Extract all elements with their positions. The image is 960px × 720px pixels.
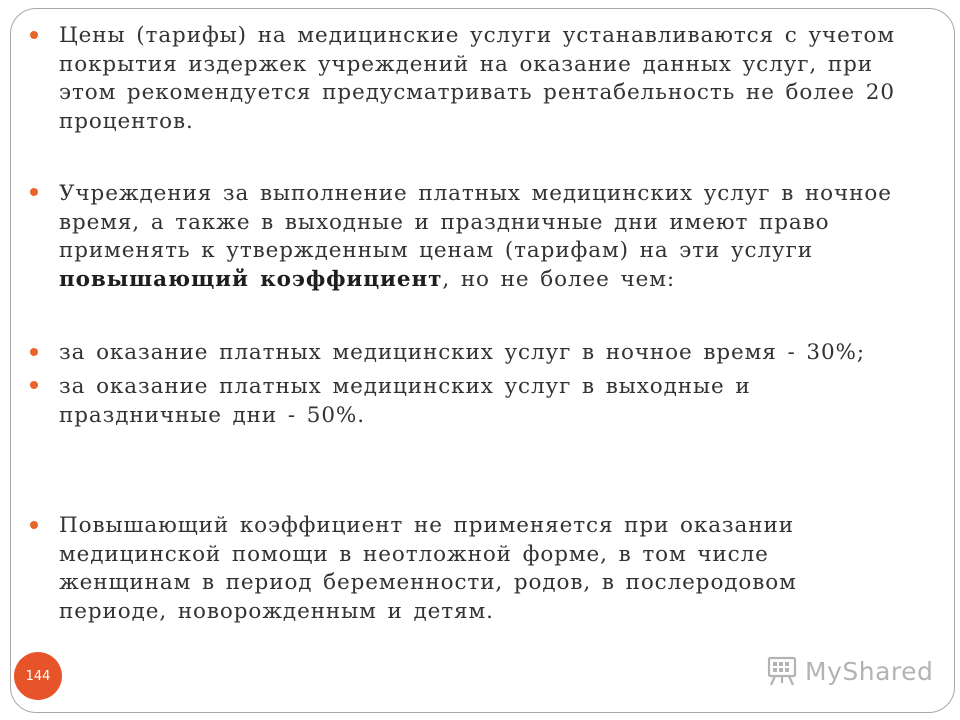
paragraph-night-rate: за оказание платных медицинских услуг в ночное время - 30%; [59,340,866,365]
watermark-text: MyShared [805,656,934,686]
paragraph-coefficient-text-before: Учреждения за выполнение платных медицинских услуг в ночное время, а также в выходные и праздничные дни имеют право применять к утвержденным ценам (тарифам) на эти услуги [59,181,892,263]
bullet-icon [30,521,38,529]
paragraph-coefficient-text-after: , но не более чем: [442,266,675,292]
watermark-logo [765,655,933,687]
paragraph-exemption: Повышающий коэффициент не применяется при оказании медицинской помощи в неотложной форме, в том числе женщинам в период беременности, родов, в послеродовом периоде, новорожденным и детям. [59,513,797,624]
bullet-icon [30,31,38,39]
bullet-icon [30,188,38,196]
paragraph-coefficient [59,180,899,294]
paragraph-pricing: Цены (тарифы) на медицинские услуги устанавливаются с учетом покрытия издержек учреждений на оказание данных услуг, при этом рекомендуется предусматривать рентабельность не более 20 процентов. [59,23,896,134]
bullet-icon [30,381,38,389]
page-number-badge [14,652,62,700]
paragraph-coefficient-bold: повышающий коэффициент [59,266,443,292]
paragraph-holiday-rate: за оказание платных медицинских услуг в выходные и праздничные дни - 50%. [59,374,751,428]
page-number: 144 [25,668,51,684]
bullet-icon [30,348,38,356]
classroom-board-icon [765,655,799,687]
